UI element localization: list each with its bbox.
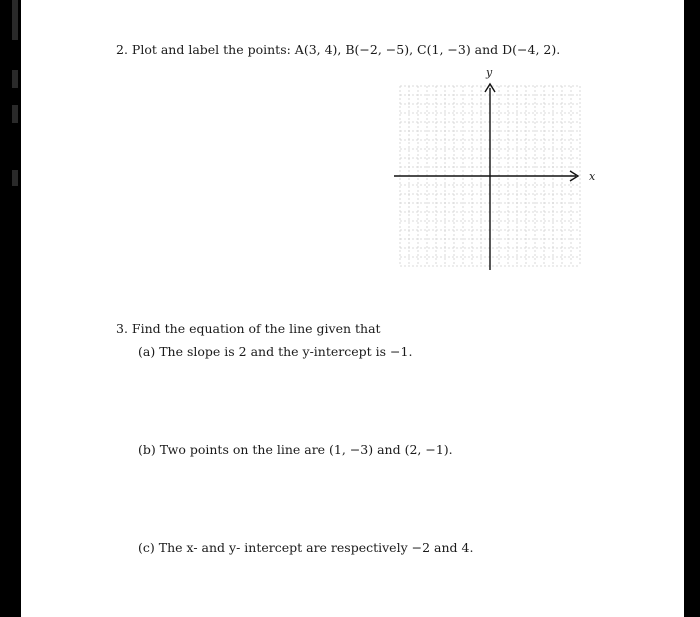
coordinate-grid-svg	[376, 62, 606, 280]
part-label: (b)	[138, 442, 156, 457]
part-label: (a)	[138, 344, 156, 359]
edge-fragment	[12, 70, 18, 88]
coordinate-grid	[376, 62, 606, 280]
right-window-edge	[684, 0, 700, 617]
part-text: The slope is 2 and the y-intercept is −1.	[159, 344, 413, 359]
problem-2	[116, 42, 560, 58]
left-window-edge	[0, 0, 21, 617]
problem-3a	[138, 344, 412, 360]
problem-2-text: Plot and label the points: A(3, 4), B(−2, −5), C(1, −3) and D(−4, 2).	[131, 42, 561, 57]
problem-3b	[138, 442, 453, 458]
edge-fragment	[12, 170, 18, 186]
problem-2-number: 2.	[116, 42, 128, 57]
edge-fragment	[12, 0, 18, 40]
problem-3	[116, 321, 381, 337]
problem-3c	[138, 540, 473, 556]
y-axis-label: y	[486, 66, 493, 79]
part-label: (c)	[138, 540, 155, 555]
problem-3-number: 3.	[116, 321, 128, 336]
edge-fragment	[12, 105, 18, 123]
part-text: The x- and y- intercept are respectively −2 and 4.	[158, 540, 474, 555]
x-axis-label: x	[589, 170, 596, 183]
problem-3-text: Find the equation of the line given that	[131, 321, 381, 336]
part-text: Two points on the line are (1, −3) and (2, −1).	[159, 442, 453, 457]
